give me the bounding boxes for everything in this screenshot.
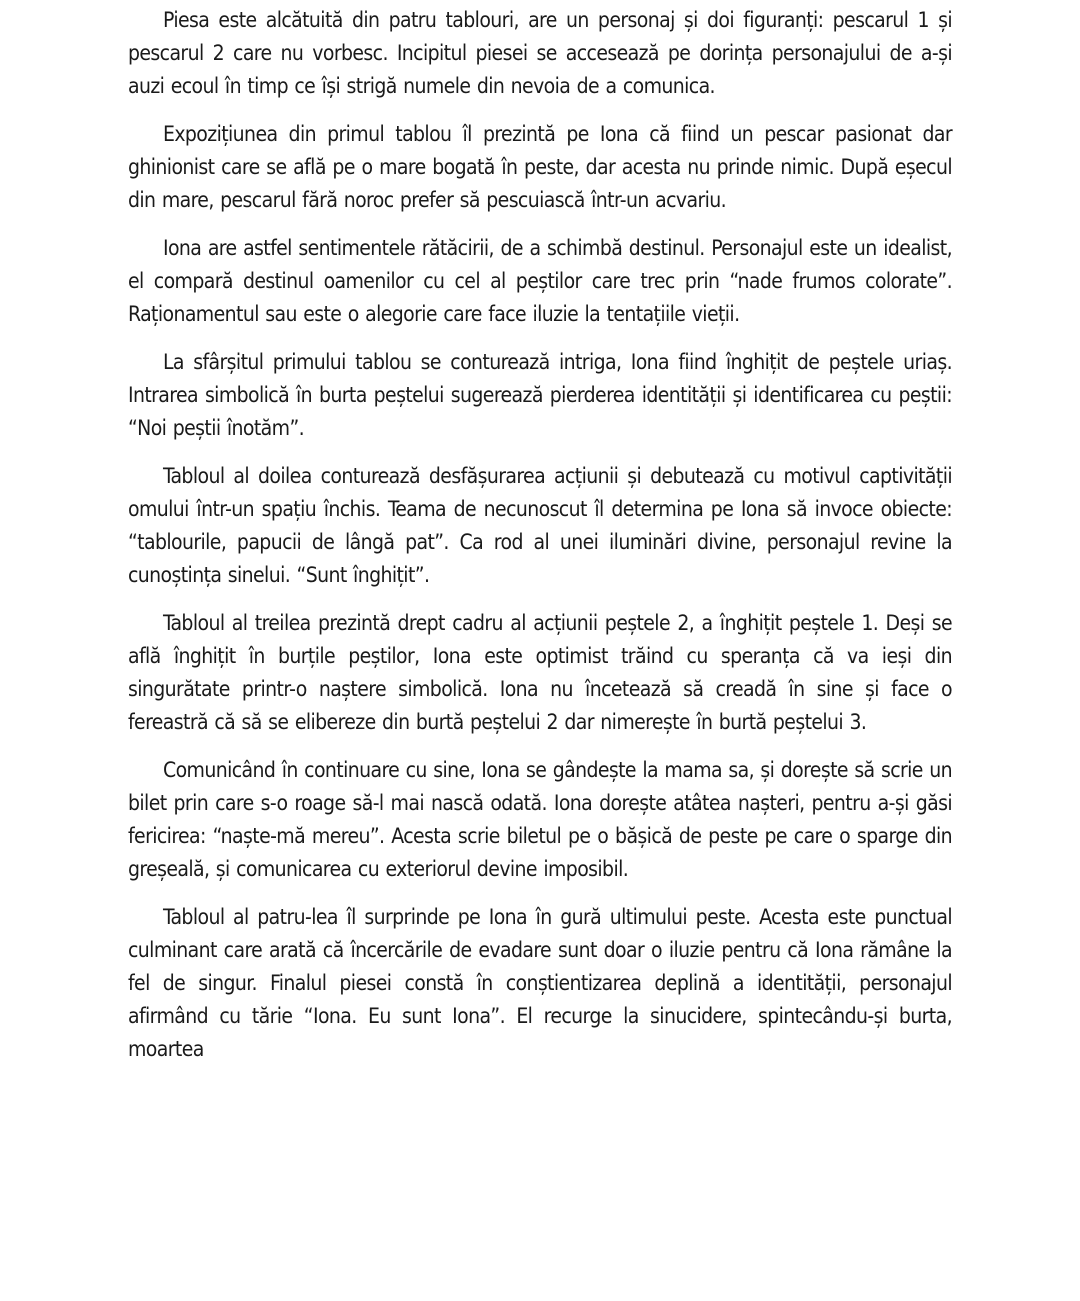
paragraph-intriga: La sfârșitul primului tablou se conturează intriga, Iona fiind înghițit de peștele uriaș. Intrarea simbolică în burta peștelui sugerează pierderea identității și identificarea cu peștii: “Noi peștii înotăm”. — [128, 350, 952, 440]
paragraph-idealist: Iona are astfel sentimentele rătăcirii, de a schimbă destinul. Personajul este un idealist, el compară destinul oamenilor cu cel al peștilor care trec prin “nade frumos colorate”. Raționamentul sau este o alegorie care face iluzie la tentațiile vieții. — [128, 236, 952, 326]
paragraph-comunicare: Comunicând în continuare cu sine, Iona se gândește la mama sa, și dorește să scrie un bilet prin care s-o roage să-l mai nască odată. Iona dorește atâtea nașteri, pentru a-și găsi fericirea: “naște-mă mereu”. Acesta scrie biletul pe o bășică de peste pe care o sparge din greșeală, și comunicarea cu exteriorul devine imposibil. — [128, 758, 952, 881]
paragraph-tablou-3: Tabloul al treilea prezintă drept cadru al acțiunii peștele 2, a înghițit peștele 1. Deși se află înghițit în burțile peștilor, Iona este optimist trăind cu speranța că va ieși din singurătate printr-o naștere simbolică. Iona nu încetează să creadă în sine și face o fereastră că să se elibereze din burtă peștelui 2 dar nimerește în burtă peștelui 3. — [128, 611, 952, 734]
paragraph-tablou-2: Tabloul al doilea conturează desfășurarea acțiunii și debutează cu motivul captivității omului într-un spațiu închis. Teama de necunoscut îl determina pe Iona să invoce obiecte: “tablourile, papucii de lângă pat”. Ca rod al unei iluminări divine, personajul revine la cunoștința sinelui. “Sunt înghițit”. — [128, 464, 952, 587]
paragraph-intro: Piesa este alcătuită din patru tablouri, are un personaj și doi figuranți: pescarul 1 și pescarul 2 care nu vorbesc. Incipitul piesei se accesează pe dorința personajului de a-și auzi ecoul în timp ce își strigă numele din nevoia de a comunica. — [128, 8, 952, 98]
document-page — [128, 4, 952, 1081]
paragraph-expozitiune: Expozițiunea din primul tablou îl prezintă pe Iona că fiind un pescar pasionat dar ghinionist care se află pe o mare bogată în peste, dar acesta nu prinde nimic. După eșecul din mare, pescarul fără noroc prefer să pescuiască într-un acvariu. — [128, 122, 952, 212]
paragraph-tablou-4: Tabloul al patru-lea îl surprinde pe Iona în gură ultimului peste. Acesta este punctual culminant care arată că încercările de evadare sunt doar o iluzie pentru că Iona rămâne la fel de singur. Finalul piesei constă în conștientizarea deplină a identității, personajul afirmând cu tărie “Iona. Eu sunt Iona”. El recurge la sinucidere, spintecându-și burta, moartea — [128, 905, 952, 1061]
